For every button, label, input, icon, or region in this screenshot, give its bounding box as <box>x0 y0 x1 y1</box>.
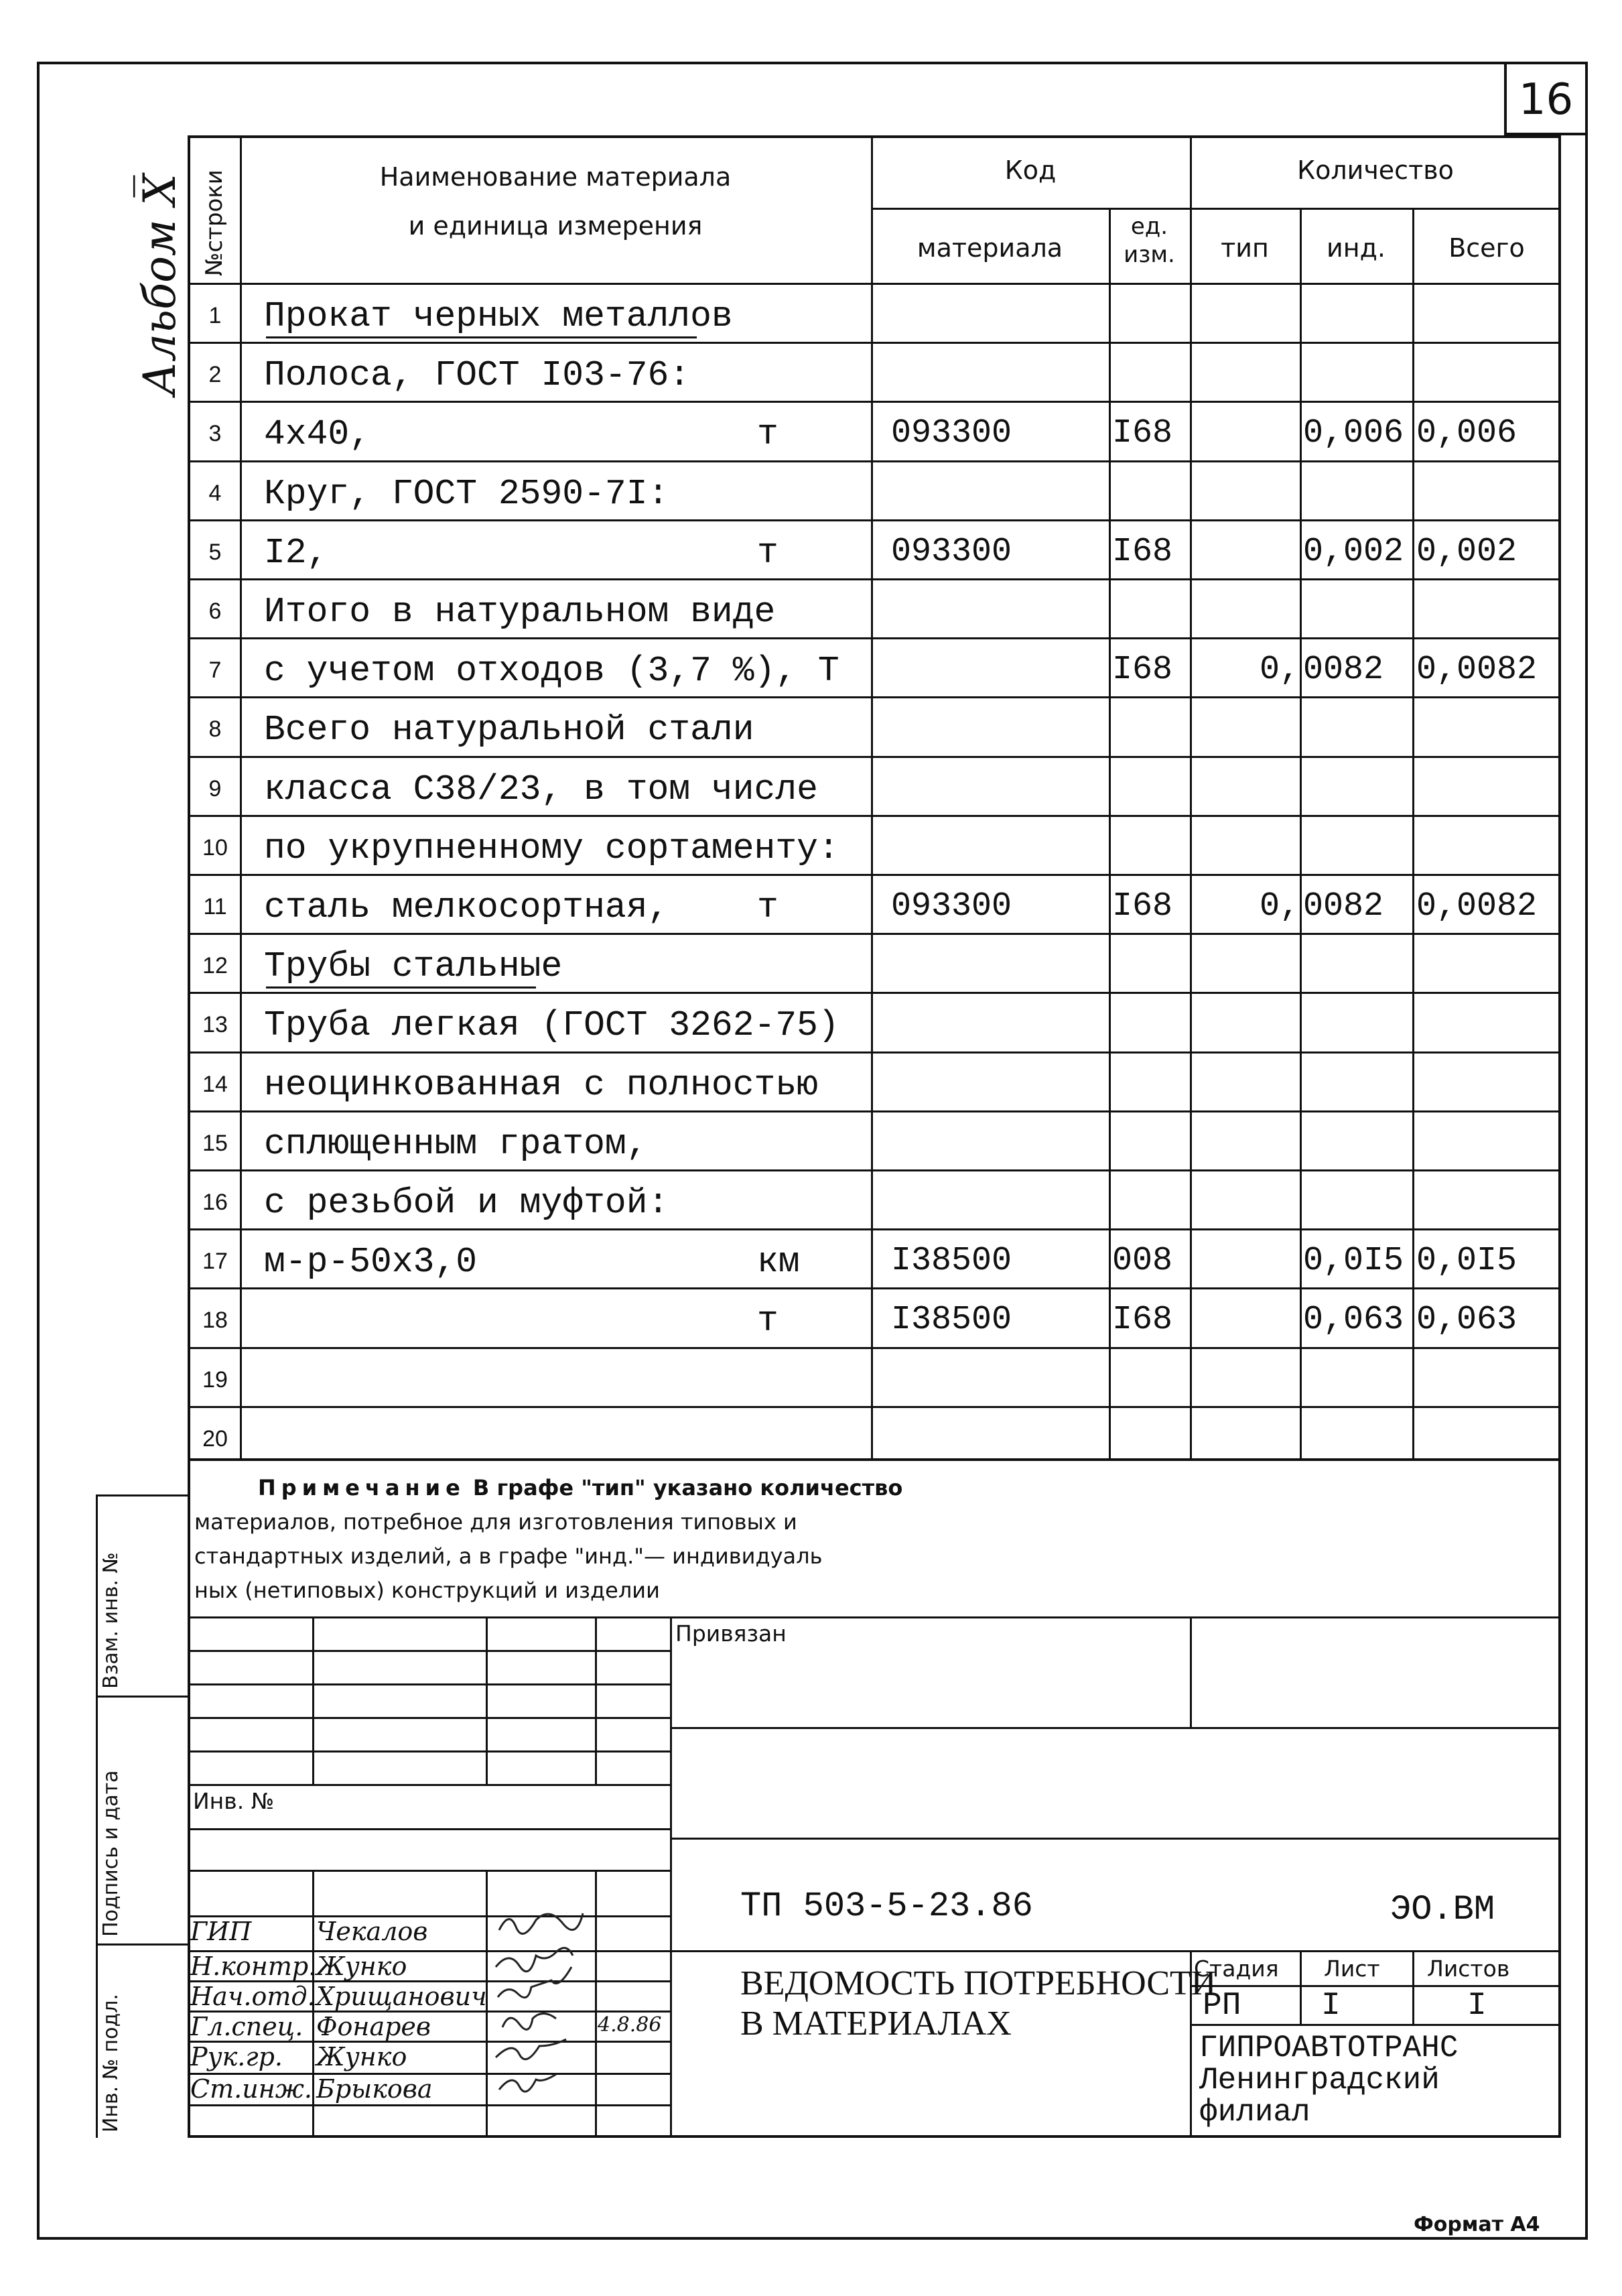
stage-label: Стадия <box>1194 1956 1279 1982</box>
unit-code: I68 <box>1112 651 1173 689</box>
side-label-vzam: Взам. инв. № <box>99 1552 123 1689</box>
signer-name: Брыкова <box>316 2074 433 2104</box>
signer-name: Чекалов <box>316 1917 428 1946</box>
header-unit-line1: ед. <box>1130 213 1168 240</box>
row-number: 10 <box>202 835 228 860</box>
signer-name: Жунко <box>316 2042 407 2071</box>
signer-name: Хрищанович <box>316 1982 487 2011</box>
header-ind: инд. <box>1327 233 1386 263</box>
material-name: Круг, ГОСТ 2590-7I: <box>264 474 669 514</box>
quantity-type: 0, <box>1259 651 1300 689</box>
row-number: 1 <box>208 303 222 328</box>
signer-role: Гл.спец. <box>190 2012 303 2041</box>
format-label: Формат А4 <box>1414 2213 1540 2236</box>
material-code: 093300 <box>891 533 1012 571</box>
unit-of-measure: т <box>757 533 779 573</box>
quantity-ind: 0082 <box>1303 887 1384 926</box>
sign-date: 4.8.86 <box>598 2013 662 2037</box>
unit-code: I68 <box>1112 414 1173 452</box>
unit-of-measure: т <box>757 414 779 454</box>
row-number: 8 <box>208 716 222 742</box>
row-number: 15 <box>202 1131 228 1156</box>
header-row-number: №строки <box>201 170 228 276</box>
quantity-total: 0,0082 <box>1416 887 1538 926</box>
row-number: 5 <box>208 539 222 565</box>
note-line4: ных (нетиповых) конструкций и изделии <box>194 1578 660 1603</box>
signer-name: Жунко <box>316 1952 407 1981</box>
unit-of-measure: т <box>757 1301 779 1341</box>
header-total: Всего <box>1448 233 1525 263</box>
quantity-ind: 0,063 <box>1303 1301 1404 1339</box>
material-name: сплющенным гратом, <box>264 1124 648 1164</box>
header-type: тип <box>1221 233 1269 263</box>
note-line3: стандартных изделий, а в графе "инд."— индивидуаль <box>194 1543 823 1569</box>
material-code: I38500 <box>891 1242 1012 1280</box>
signer-role: Н.контр. <box>190 1952 317 1981</box>
material-name: Всего натуральной стали <box>264 710 754 750</box>
header-quantity: Количество <box>1297 155 1454 185</box>
signer-role: ГИП <box>190 1917 252 1946</box>
inv-no-label: Инв. № <box>193 1788 275 1814</box>
handwritten-signatures <box>486 1903 593 2138</box>
org-name-line2: Ленинградский <box>1199 2063 1440 2098</box>
material-name: по укрупненному сортаменту: <box>264 828 839 869</box>
document-title-line2: В МАТЕРИАЛАХ <box>740 2004 1012 2043</box>
quantity-type: 0, <box>1259 887 1300 926</box>
row-number: 19 <box>202 1367 228 1393</box>
signer-role: Нач.отд. <box>190 1982 316 2011</box>
page-number: 16 <box>1518 75 1574 125</box>
sheet-label: Лист <box>1324 1956 1380 1982</box>
header-unit-line2: изм. <box>1124 241 1175 268</box>
header-name-line1: Наименование материала <box>379 162 732 192</box>
material-name: сталь мелкосортная, <box>264 887 669 928</box>
unit-code: I68 <box>1112 1301 1173 1339</box>
document-mark: ЭО.ВМ <box>1390 1890 1495 1929</box>
row-number: 4 <box>208 481 222 506</box>
row-number: 6 <box>208 598 222 624</box>
quantity-ind: 0082 <box>1303 651 1384 689</box>
signer-role: Рук.гр. <box>190 2042 283 2071</box>
material-name: Полоса, ГОСТ I03-76: <box>264 355 691 395</box>
material-name: Труба легкая (ГОСТ 3262-75) <box>264 1005 839 1045</box>
material-name: Итого в натуральном виде <box>264 592 776 632</box>
material-name: Трубы стальные <box>264 946 563 986</box>
material-name: 4х40, <box>264 414 371 454</box>
sheets-label: Листов <box>1427 1956 1510 1982</box>
side-label-inv-podl: Инв. № подл. <box>99 1994 123 2132</box>
stage-value: РП <box>1203 1988 1241 2024</box>
row-number: 2 <box>208 362 222 387</box>
header-name-line2: и единица измерения <box>408 211 703 241</box>
row-number: 20 <box>202 1426 228 1452</box>
row-number: 14 <box>202 1072 228 1097</box>
material-code: I38500 <box>891 1301 1012 1339</box>
row-number: 18 <box>202 1308 228 1333</box>
header-code: Код <box>1004 155 1057 185</box>
signer-role: Ст.инж. <box>190 2074 312 2104</box>
row-number: 12 <box>202 953 228 978</box>
material-name: класса С38/23, в том числе <box>264 769 818 810</box>
note-line2: материалов, потребное для изготовления типовых и <box>194 1509 797 1535</box>
material-code: 093300 <box>891 887 1012 926</box>
unit-code: I68 <box>1112 887 1173 926</box>
note-lead: Примечание <box>258 1475 466 1501</box>
quantity-total: 0,063 <box>1416 1301 1517 1339</box>
sheets-value: I <box>1467 1988 1487 2024</box>
row-number: 3 <box>208 421 222 446</box>
unit-code: I68 <box>1112 533 1173 571</box>
quantity-total: 0,006 <box>1416 414 1517 452</box>
signer-name: Фонарев <box>316 2012 431 2041</box>
quantity-total: 0,0082 <box>1416 651 1538 689</box>
material-name: неоцинкованная с полностью <box>264 1065 818 1105</box>
header-material: материала <box>917 233 1063 263</box>
quantity-ind: 0,0I5 <box>1303 1242 1404 1280</box>
row-number: 9 <box>208 776 222 802</box>
material-name: м-р-50х3,0 <box>264 1242 478 1282</box>
row-number: 17 <box>202 1249 228 1274</box>
material-name: I2, <box>264 533 328 573</box>
document-title-line1: ВЕДОМОСТЬ ПОТРЕБНОСТИ <box>740 1964 1217 2002</box>
quantity-ind: 0,006 <box>1303 414 1404 452</box>
org-name-line3: филиал <box>1199 2095 1310 2130</box>
side-label-podpis: Подпись и дата <box>99 1770 123 1937</box>
note-line1: В графе "тип" указано количество <box>465 1475 903 1501</box>
unit-code: 008 <box>1112 1242 1173 1280</box>
row-number: 13 <box>202 1012 228 1037</box>
album-label: Альбом X̅ <box>134 174 186 395</box>
quantity-total: 0,002 <box>1416 533 1517 571</box>
row-number: 11 <box>203 894 227 919</box>
material-name: с учетом отходов (3,7 %), Т <box>264 651 839 691</box>
privyazan-label: Привязан <box>675 1620 787 1647</box>
quantity-total: 0,0I5 <box>1416 1242 1517 1280</box>
material-code: 093300 <box>891 414 1012 452</box>
material-name: Прокат черных металлов <box>264 296 733 336</box>
unit-of-measure: км <box>757 1242 800 1282</box>
material-name: с резьбой и муфтой: <box>264 1183 669 1223</box>
unit-of-measure: т <box>757 887 779 928</box>
quantity-ind: 0,002 <box>1303 533 1404 571</box>
row-number: 16 <box>202 1190 228 1215</box>
org-name-line1: ГИПРОАВТОТРАНС <box>1199 2031 1459 2065</box>
row-number: 7 <box>208 657 222 683</box>
document-code: ТП 503-5-23.86 <box>740 1887 1033 1926</box>
sheet-value: I <box>1321 1988 1341 2024</box>
